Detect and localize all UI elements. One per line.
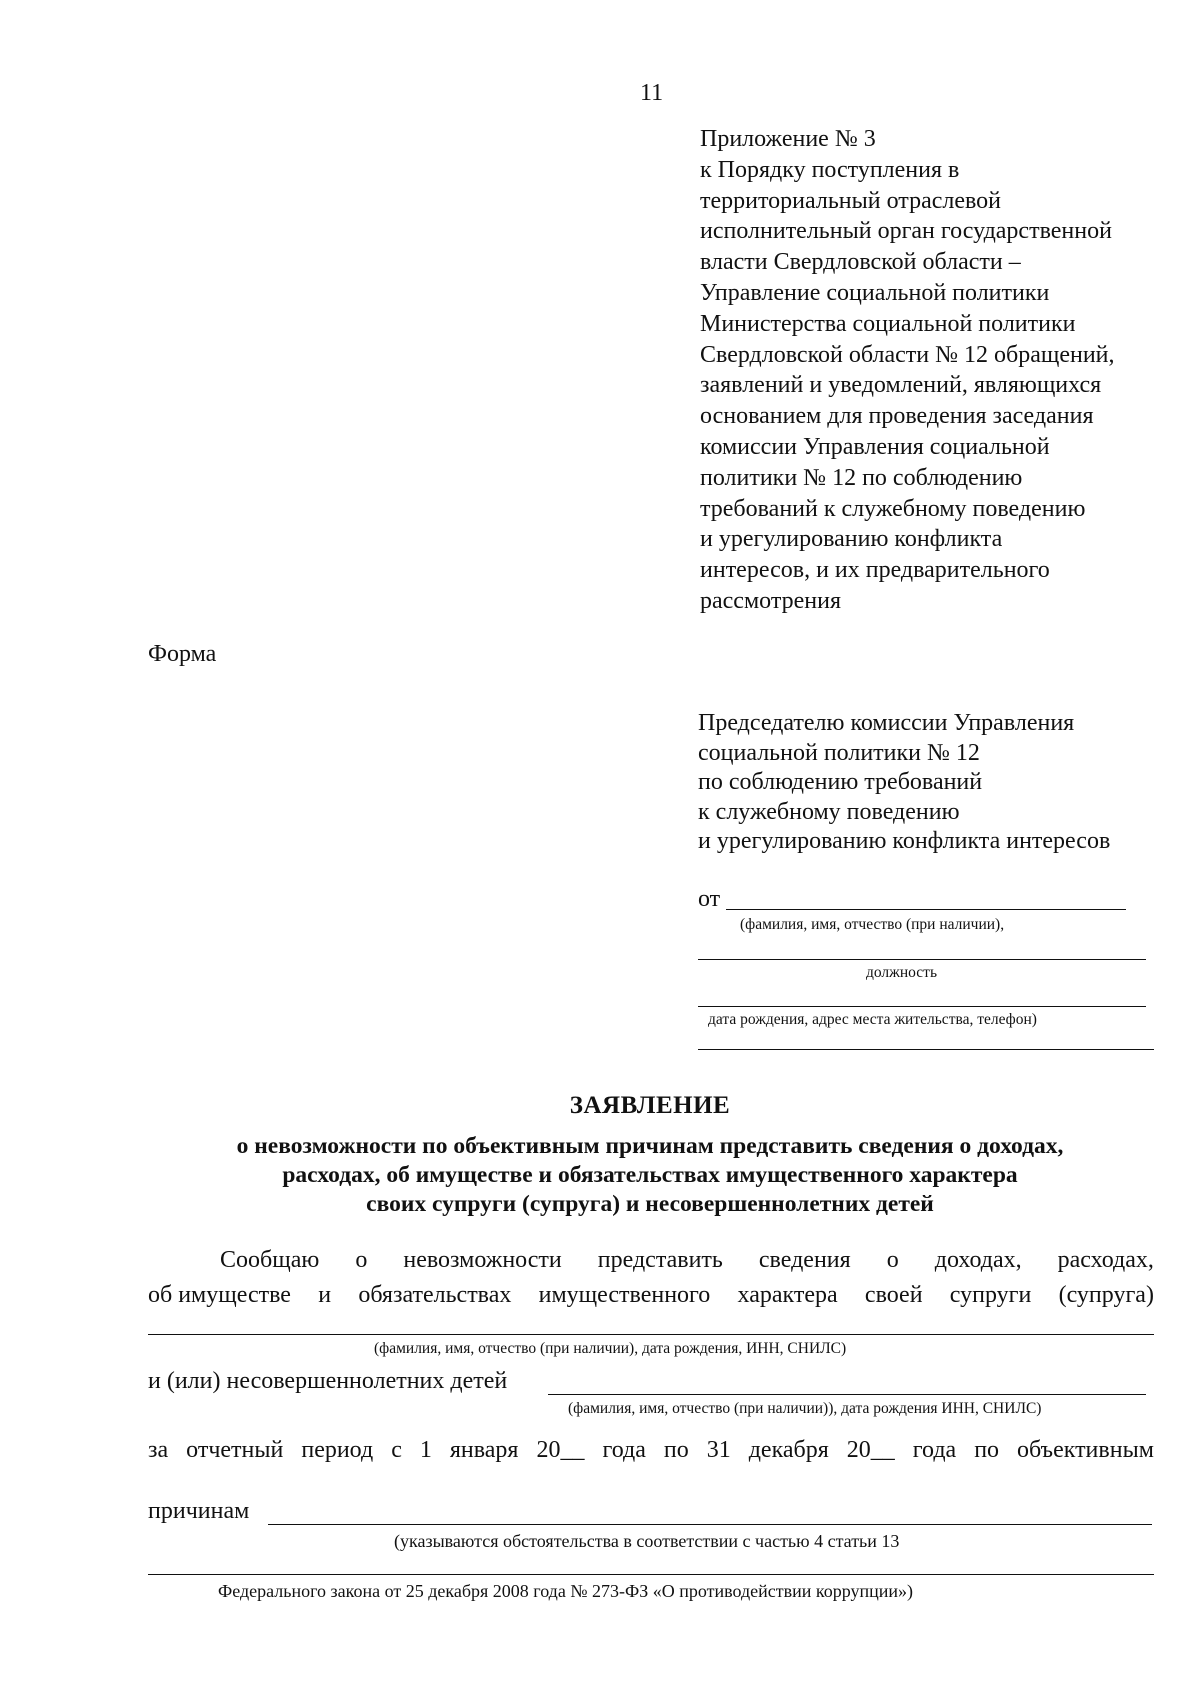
children-caption: (фамилия, имя, отчество (при наличии)), дата рождения ИНН, СНИЛС) xyxy=(568,1400,1042,1417)
word: года xyxy=(602,1437,646,1463)
word: своей xyxy=(864,1282,923,1308)
addressee-line: социальной политики № 12 xyxy=(698,739,980,766)
word: период xyxy=(301,1437,374,1463)
appendix-line: комиссии Управления социальной xyxy=(700,433,1050,460)
page-number: 11 xyxy=(640,80,664,106)
word: представить xyxy=(597,1247,723,1273)
appendix-line: заявлений и уведомлений, являющихся xyxy=(700,372,1102,399)
word: 1 xyxy=(419,1437,432,1463)
addressee-line: Председателю комиссии Управления xyxy=(698,710,1075,736)
word: с xyxy=(391,1437,402,1463)
year-start-field[interactable]: 20__ xyxy=(536,1437,585,1463)
from-position-field[interactable] xyxy=(698,959,1146,960)
appendix-line: требований к служебному поведению xyxy=(700,495,1086,522)
word: (супруга) xyxy=(1058,1282,1154,1308)
from-contacts-caption: дата рождения, адрес места жительства, телефон) xyxy=(708,1011,1037,1028)
word: супруги xyxy=(949,1282,1032,1308)
word: за xyxy=(148,1437,169,1463)
word: года xyxy=(912,1437,957,1463)
addressee-line: к служебному поведению xyxy=(698,798,960,825)
word: января xyxy=(449,1437,519,1463)
word: отчетный xyxy=(186,1437,284,1463)
appendix-line: Приложение № 3 xyxy=(700,126,876,152)
word: доходах, xyxy=(934,1247,1022,1273)
addressee-line: по соблюдению требований xyxy=(698,769,983,795)
appendix-line: территориальный отраслевой xyxy=(700,187,1002,214)
word: расходах, xyxy=(1057,1247,1154,1273)
appendix-line: политики № 12 по соблюдению xyxy=(700,464,1023,491)
appendix-line: и урегулированию конфликта xyxy=(700,526,1003,553)
document-subtitle-line: о невозможности по объективным причинам представить сведения о доходах, xyxy=(236,1133,1064,1159)
word: обязательствах xyxy=(358,1282,512,1308)
appendix-line: рассмотрения xyxy=(700,587,841,614)
appendix-line: Свердловской области № 12 обращений, xyxy=(700,341,1115,368)
appendix-line: власти Свердловской области – xyxy=(700,249,1021,276)
word: невозможности xyxy=(403,1247,562,1273)
word: 31 xyxy=(706,1437,731,1463)
from-label: от xyxy=(698,886,721,912)
word: сведения xyxy=(758,1247,851,1273)
appendix-line: к Порядку поступления в xyxy=(700,156,960,183)
appendix-line: исполнительный орган государственной xyxy=(700,218,1112,245)
word: декабря xyxy=(748,1437,829,1463)
reasons-label: причинам xyxy=(148,1498,250,1524)
word: по xyxy=(663,1437,689,1463)
from-name-field[interactable] xyxy=(726,909,1126,910)
period-line xyxy=(148,1437,1154,1464)
body-paragraph-line xyxy=(148,1282,1154,1309)
word: характера xyxy=(737,1282,838,1308)
from-name-caption: (фамилия, имя, отчество (при наличии), xyxy=(740,916,1005,933)
from-extra-field[interactable] xyxy=(698,1049,1154,1050)
document-title: ЗАЯВЛЕНИЕ xyxy=(569,1092,731,1119)
reasons-caption-1: (указываются обстоятельства в соответствии с частью 4 статьи 13 xyxy=(394,1531,900,1551)
appendix-line: интересов, и их предварительного xyxy=(700,557,1050,584)
word: о xyxy=(355,1247,368,1273)
word: и xyxy=(318,1282,332,1308)
from-contacts-field[interactable] xyxy=(698,1006,1146,1007)
reasons-caption-2: Федерального закона от 25 декабря 2008 года № 273-ФЗ «О противодействии коррупции») xyxy=(218,1581,913,1601)
body-paragraph-line xyxy=(220,1247,1154,1274)
spouse-field[interactable] xyxy=(148,1334,1154,1335)
spouse-caption: (фамилия, имя, отчество (при наличии), дата рождения, ИНН, СНИЛС) xyxy=(374,1340,847,1357)
appendix-line: основанием для проведения заседания xyxy=(700,403,1094,430)
document-subtitle-line: расходах, об имуществе и обязательствах имущественного характера xyxy=(282,1162,1018,1188)
children-label: и (или) несовершеннолетних детей xyxy=(148,1368,508,1394)
addressee-line: и урегулированию конфликта интересов xyxy=(698,828,1111,854)
word: об имуществе xyxy=(148,1282,291,1308)
word: по xyxy=(974,1437,1000,1463)
addressee-block xyxy=(698,709,1110,857)
word: имущественного xyxy=(538,1282,711,1308)
word: о xyxy=(886,1247,899,1273)
reasons-field[interactable] xyxy=(268,1524,1152,1525)
children-field[interactable] xyxy=(548,1394,1146,1395)
year-end-field[interactable]: 20__ xyxy=(846,1437,895,1463)
document-subtitle-line: своих супруги (супруга) и несовершеннолетних детей xyxy=(366,1191,934,1217)
appendix-line: Министерства социальной политики xyxy=(700,310,1076,337)
appendix-header xyxy=(700,124,1115,617)
reasons-field-2[interactable] xyxy=(148,1574,1154,1575)
word: Сообщаю xyxy=(220,1247,320,1273)
appendix-line: Управление социальной политики xyxy=(700,279,1050,306)
from-position-caption: должность xyxy=(866,964,938,981)
word: объективным xyxy=(1017,1437,1154,1463)
form-label: Форма xyxy=(148,641,217,667)
